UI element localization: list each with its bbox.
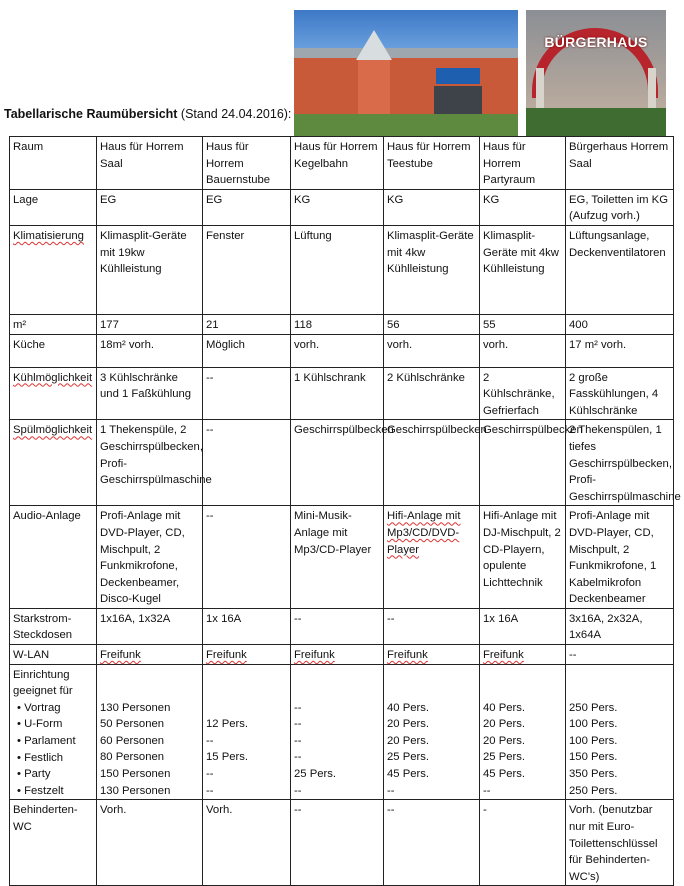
capacity-value: 25 Pers. [483, 751, 526, 764]
table-cell: Profi-Anlage mit DVD-Player, CD, Mischpult, 2 Funkmikrofone, Deckenbeamer, Disco-Kugel [97, 506, 203, 609]
capacity-value: -- [294, 751, 302, 764]
capacity-value: -- [294, 718, 302, 731]
table-cell: 21 [203, 314, 291, 334]
list-item [13, 783, 93, 800]
list-item [13, 700, 93, 717]
capacity-value: 20 Pers. [387, 734, 430, 747]
table-cell: EG [97, 189, 203, 225]
capacity-cell [291, 664, 384, 800]
header-cell: Bürgerhaus Horrem Saal [566, 137, 674, 190]
capacity-cell [566, 664, 674, 800]
table-cell: Hifi-Anlage mit DJ-Mischpult, 2 CD-Playern, opulente Lichttechnik [480, 506, 566, 609]
capacity-value: -- [294, 784, 302, 797]
capacity-value: 45 Pers. [483, 768, 526, 781]
row-label: Audio-Anlage [10, 506, 97, 609]
capacity-value: 130 Personen [100, 784, 171, 797]
table-cell: -- [566, 645, 674, 665]
capacity-value: 20 Pers. [483, 718, 526, 731]
table-cell: Klimasplit-Geräte mit 19kw Kühlleistung [97, 225, 203, 314]
table-cell: KG [384, 189, 480, 225]
list-item [13, 750, 93, 767]
table-cell: EG, Toiletten im KG (Aufzug vorh.) [566, 189, 674, 225]
table-cell: Vorh. [203, 800, 291, 886]
table-row [10, 800, 674, 886]
capacity-value: 40 Pers. [387, 701, 430, 714]
table-cell: Lüftungsanlage, Deckenventilatoren [566, 225, 674, 314]
capacity-cell [203, 664, 291, 800]
table-cell: Fenster [203, 225, 291, 314]
item-label: Party [24, 768, 51, 781]
page-heading [4, 107, 291, 121]
capacity-cell [480, 664, 566, 800]
table-cell: Freifunk [384, 645, 480, 665]
table-cell: 2 Kühlschränke, Gefrierfach [480, 367, 566, 420]
bullet-icon: • [17, 751, 21, 764]
table-cell: 400 [566, 314, 674, 334]
capacity-cell [384, 664, 480, 800]
table-cell: 17 m² vorh. [566, 334, 674, 367]
row-label: Küche [10, 334, 97, 367]
table-cell: 55 [480, 314, 566, 334]
table-row-einrichtung [10, 664, 674, 800]
capacity-value: 40 Pers. [483, 701, 526, 714]
table-cell: Möglich [203, 334, 291, 367]
header-cell: Haus für Horrem Kegelbahn [291, 137, 384, 190]
table-row [10, 334, 674, 367]
row-label: m² [10, 314, 97, 334]
table-cell: 3x16A, 2x32A, 1x64A [566, 608, 674, 644]
table-row [10, 225, 674, 314]
capacity-value: 130 Personen [100, 701, 171, 714]
capacity-value: -- [483, 784, 491, 797]
capacity-value: 250 Pers. [569, 784, 618, 797]
row-label [10, 664, 97, 800]
table-cell: -- [203, 506, 291, 609]
capacity-value: -- [294, 701, 302, 714]
row-label: Starkstrom-Steckdosen [10, 608, 97, 644]
table-cell: 56 [384, 314, 480, 334]
table-cell: vorh. [384, 334, 480, 367]
table-cell: vorh. [291, 334, 384, 367]
table-cell: -- [291, 800, 384, 886]
list-item [13, 766, 93, 783]
capacity-value: 25 Pers. [294, 768, 337, 781]
table-cell: EG [203, 189, 291, 225]
capacity-value: 25 Pers. [387, 751, 430, 764]
table-cell: 3 Kühlschränke und 1 Faßkühlung [97, 367, 203, 420]
row-label: Behinderten-WC [10, 800, 97, 886]
capacity-value: 100 Pers. [569, 718, 618, 731]
photo-tower-roof [356, 30, 392, 60]
row-label: W-LAN [10, 645, 97, 665]
row-label: Spülmöglichkeit [10, 420, 97, 506]
table-cell: 1x 16A [480, 608, 566, 644]
table-cell: KG [480, 189, 566, 225]
table-cell: -- [384, 608, 480, 644]
table-cell: Vorh. [97, 800, 203, 886]
bullet-icon: • [17, 784, 21, 797]
table-cell: 1x 16A [203, 608, 291, 644]
capacity-value: -- [206, 734, 214, 747]
capacity-value: 20 Pers. [387, 718, 430, 731]
table-cell: 2 Kühlschränke [384, 367, 480, 420]
table-row [10, 314, 674, 334]
item-label: Festlich [24, 751, 64, 764]
capacity-value: 12 Pers. [206, 718, 249, 731]
table-row [10, 367, 674, 420]
heading-date: (Stand 24.04.2016): [177, 107, 292, 121]
table-cell: 1 Kühlschrank [291, 367, 384, 420]
table-cell: vorh. [480, 334, 566, 367]
table-cell: -- [384, 800, 480, 886]
heading-title: Tabellarische Raumübersicht [4, 107, 178, 121]
buergerhaus-photo [526, 10, 666, 137]
table-cell: KG [291, 189, 384, 225]
item-label: Parlament [24, 735, 76, 748]
table-row [10, 506, 674, 609]
table-cell: Profi-Anlage mit DVD-Player, CD, Mischpult, 2 Funkmikrofone, 1 Kabelmikrofon Deckenbeamer [566, 506, 674, 609]
table-cell: 2 Thekenspülen, 1 tiefes Geschirrspülbecken, Profi-Geschirrspülmaschine [566, 420, 674, 506]
capacity-value [206, 700, 287, 717]
table-cell: 18m² vorh. [97, 334, 203, 367]
table-cell: 177 [97, 314, 203, 334]
photo-sign-text: BÜRGERHAUS [544, 34, 648, 50]
item-label: Vortrag [24, 701, 61, 714]
table-cell: Klimasplit-Geräte mit 4kw Kühlleistung [480, 225, 566, 314]
photo-plants [526, 108, 666, 137]
table-row [10, 189, 674, 225]
table-cell: Geschirrspülbecken [291, 420, 384, 506]
item-label: U-Form [24, 718, 63, 731]
row-label: Klimatisierung [10, 225, 97, 314]
building-photo [294, 10, 518, 137]
table-cell: Geschirrspülbecken [384, 420, 480, 506]
capacity-value: 45 Pers. [387, 768, 430, 781]
room-table [9, 136, 681, 886]
list-item [13, 733, 93, 750]
table-cell: -- [203, 367, 291, 420]
table-row [10, 645, 674, 665]
table-cell: Freifunk [203, 645, 291, 665]
table-header-row [10, 137, 674, 190]
capacity-value: 50 Personen [100, 718, 165, 731]
item-label: Festzelt [24, 784, 64, 797]
table-cell: Freifunk [291, 645, 384, 665]
table-cell: Lüftung [291, 225, 384, 314]
row-label: Lage [10, 189, 97, 225]
list-item [13, 716, 93, 733]
table-cell: Vorh. (benutzbar nur mit Euro-Toilettenschlüssel für Behinderten-WC's) [566, 800, 674, 886]
capacity-value: 15 Pers. [206, 751, 249, 764]
header-cell: Haus für Horrem Partyraum [480, 137, 566, 190]
table-cell: Freifunk [97, 645, 203, 665]
table-cell: Geschirrspülbecken [480, 420, 566, 506]
row-label: Kühlmöglichkeit [10, 367, 97, 420]
capacity-value: 350 Pers. [569, 768, 618, 781]
capacity-value: 100 Pers. [569, 734, 618, 747]
table-cell: -- [291, 608, 384, 644]
table-row [10, 608, 674, 644]
table-cell: Freifunk [480, 645, 566, 665]
table-cell: -- [203, 420, 291, 506]
capacity-value: 150 Pers. [569, 751, 618, 764]
table-cell: 2 große Fasskühlungen, 4 Kühlschränke [566, 367, 674, 420]
header-cell: Raum [10, 137, 97, 190]
header-cell: Haus für Horrem Saal [97, 137, 203, 190]
bullet-icon: • [17, 701, 21, 714]
einrichtung-label: Einrichtung geeignet für [13, 668, 73, 698]
table-row [10, 420, 674, 506]
capacity-value: -- [294, 734, 302, 747]
capacity-value: 20 Pers. [483, 734, 526, 747]
capacity-value: 60 Personen [100, 734, 165, 747]
table-cell: 1 Thekenspüle, 2 Geschirrspülbecken, Profi-Geschirrspülmaschine [97, 420, 203, 506]
bullet-icon: • [17, 718, 21, 731]
table-cell: Hifi-Anlage mit Mp3/CD/DVD-Player [384, 506, 480, 609]
header-cell: Haus für Horrem Bauernstube [203, 137, 291, 190]
capacity-value: -- [387, 784, 395, 797]
table-cell: 1x16A, 1x32A [97, 608, 203, 644]
header-cell: Haus für Horrem Teestube [384, 137, 480, 190]
capacity-value: -- [206, 784, 214, 797]
table-cell: Klimasplit-Geräte mit 4kw Kühlleistung [384, 225, 480, 314]
bullet-icon: • [17, 768, 21, 781]
capacity-value: -- [206, 768, 214, 781]
capacity-value: 150 Personen [100, 768, 171, 781]
table-cell: Mini-Musik-Anlage mit Mp3/CD-Player [291, 506, 384, 609]
bullet-icon: • [17, 735, 21, 748]
table-cell: 118 [291, 314, 384, 334]
capacity-cell [97, 664, 203, 800]
capacity-value: 250 Pers. [569, 701, 618, 714]
photo-sign [436, 68, 480, 84]
photo-shrubs [294, 114, 518, 137]
capacity-value: 80 Personen [100, 751, 165, 764]
table-cell: - [480, 800, 566, 886]
